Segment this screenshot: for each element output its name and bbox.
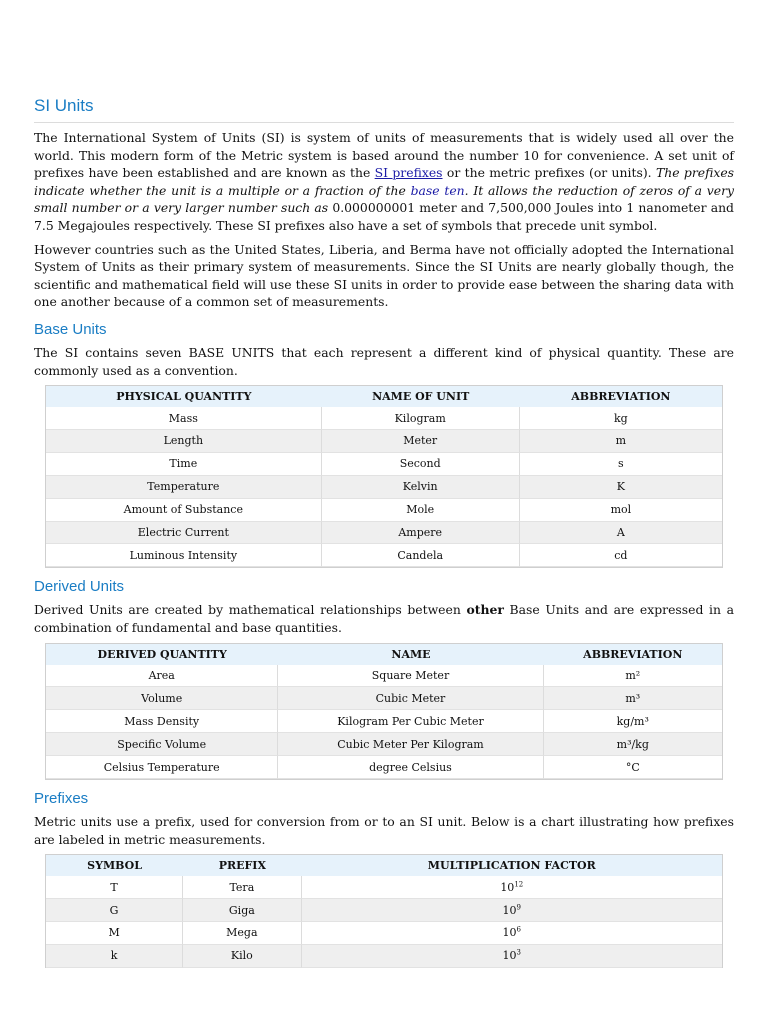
table-row bbox=[46, 710, 722, 733]
table-cell: cd bbox=[520, 544, 722, 567]
table-cell: Electric Current bbox=[46, 522, 322, 545]
factor-exponent: 6 bbox=[516, 925, 521, 934]
table-cell: Ampere bbox=[322, 522, 520, 545]
table-header-row bbox=[46, 644, 722, 665]
column-header: SYMBOL bbox=[46, 855, 183, 876]
table-cell: Mass Density bbox=[46, 710, 278, 733]
table-row bbox=[46, 407, 722, 430]
column-header: ABBREVIATION bbox=[520, 386, 722, 407]
table-header-row bbox=[46, 386, 722, 407]
table-row bbox=[46, 522, 722, 545]
table-cell: Cubic Meter bbox=[278, 687, 543, 710]
table-row bbox=[46, 687, 722, 710]
table-cell: Giga bbox=[183, 899, 301, 922]
column-header: PREFIX bbox=[183, 855, 301, 876]
table-cell: mol bbox=[520, 499, 722, 522]
table-cell: kg/m³ bbox=[544, 710, 722, 733]
table-row bbox=[46, 756, 722, 779]
table-cell: Celsius Temperature bbox=[46, 756, 278, 779]
table-row bbox=[46, 544, 722, 567]
table-cell: Temperature bbox=[46, 476, 322, 499]
factor-exponent: 3 bbox=[516, 948, 521, 957]
table-cell: m² bbox=[544, 665, 722, 688]
table-cell: Square Meter bbox=[278, 665, 543, 688]
table-cell: k bbox=[46, 945, 183, 968]
intro-paragraph-2: However countries such as the United States, Liberia, and Berma have not officially adopted the International System of Units as their primary system of measurements. Since the SI Units are nearly globally though, the scientific and mathematical field will use these SI units in order to provide ease between the sharing data with one another because of a common set of measurements. bbox=[34, 241, 734, 310]
derived-text-bold: other bbox=[466, 602, 504, 618]
table-cell: kg bbox=[520, 407, 722, 430]
column-header: DERIVED QUANTITY bbox=[46, 644, 278, 665]
table-cell: °C bbox=[544, 756, 722, 779]
table-cell: Cubic Meter Per Kilogram bbox=[278, 733, 543, 756]
factor-exponent: 12 bbox=[514, 879, 524, 888]
table-row bbox=[46, 665, 722, 688]
table-cell: Time bbox=[46, 453, 322, 476]
table-cell: Length bbox=[46, 430, 322, 453]
intro-text-b: or the metric prefixes (or units). bbox=[442, 165, 656, 181]
prefixes-text: Metric units use a prefix, used for conversion from or to an SI unit. Below is a chart illustrating how prefixes are labeled in metric measurements. bbox=[34, 814, 734, 847]
table-cell: Mole bbox=[322, 499, 520, 522]
page-title: SI Units bbox=[34, 95, 734, 123]
table-row bbox=[46, 733, 722, 756]
factor-base: 10 bbox=[502, 903, 517, 917]
base-units-table bbox=[45, 385, 723, 568]
factor-exponent: 9 bbox=[516, 902, 521, 911]
table-cell: Mega bbox=[183, 922, 301, 945]
table-cell: Amount of Substance bbox=[46, 499, 322, 522]
table-cell: Kelvin bbox=[322, 476, 520, 499]
table-cell: Kilogram Per Cubic Meter bbox=[278, 710, 543, 733]
base-ten-term: base ten bbox=[410, 182, 465, 198]
table-header-row bbox=[46, 855, 722, 876]
table-row bbox=[46, 945, 722, 968]
table-cell: Meter bbox=[322, 430, 520, 453]
si-prefixes-link[interactable]: SI prefixes bbox=[374, 165, 443, 181]
table-cell: m bbox=[520, 430, 722, 453]
table-cell: m³/kg bbox=[544, 733, 722, 756]
derived-text-a: Derived Units are created by mathematical relationships between bbox=[34, 602, 467, 618]
article bbox=[34, 95, 734, 974]
table-cell: degree Celsius bbox=[278, 756, 543, 779]
intro-paragraph-1 bbox=[34, 129, 734, 235]
column-header: PHYSICAL QUANTITY bbox=[46, 386, 322, 407]
table-cell: Volume bbox=[46, 687, 278, 710]
table-cell: K bbox=[520, 476, 722, 499]
table-cell bbox=[302, 876, 722, 899]
table-cell: Kilo bbox=[183, 945, 301, 968]
table-row bbox=[46, 453, 722, 476]
derived-units-text bbox=[34, 601, 734, 636]
table-cell: Second bbox=[322, 453, 520, 476]
table-row bbox=[46, 899, 722, 922]
table-row bbox=[46, 499, 722, 522]
column-header: NAME bbox=[278, 644, 543, 665]
derived-units-heading: Derived Units bbox=[34, 578, 125, 596]
factor-base: 10 bbox=[500, 880, 515, 894]
derived-units-table bbox=[45, 643, 723, 780]
table-cell: Tera bbox=[183, 876, 301, 899]
table-cell: M bbox=[46, 922, 183, 945]
table-row bbox=[46, 922, 722, 945]
intro-italic-1: The prefixes indicate whether the unit is a multiple or a fraction of the bbox=[34, 165, 735, 198]
table-cell: Specific Volume bbox=[46, 733, 278, 756]
table-cell: T bbox=[46, 876, 183, 899]
derived-text-b: Base Units and are expressed in a combination of fundamental and base quantities. bbox=[34, 602, 734, 635]
factor-base: 10 bbox=[502, 926, 517, 940]
intro-italic-2: . It allows the reduction of zeros of a very small number or a very larger number such as bbox=[34, 182, 734, 216]
factor-base: 10 bbox=[502, 949, 517, 963]
table-cell bbox=[302, 945, 722, 968]
table-cell: Candela bbox=[322, 544, 520, 567]
table-cell: Luminous Intensity bbox=[46, 544, 322, 567]
table-cell: G bbox=[46, 899, 183, 922]
prefixes-heading: Prefixes bbox=[34, 790, 89, 807]
table-row bbox=[46, 430, 722, 453]
table-cell: Area bbox=[46, 665, 278, 688]
table-cell: A bbox=[520, 522, 722, 545]
table-cell bbox=[302, 922, 722, 945]
prefixes-table bbox=[45, 854, 723, 968]
column-header: ABBREVIATION bbox=[544, 644, 722, 665]
table-cell: Mass bbox=[46, 407, 322, 430]
column-header: MULTIPLICATION FACTOR bbox=[302, 855, 722, 876]
base-units-text: The SI contains seven BASE UNITS that each represent a different kind of physical quantity. These are commonly used as a convention. bbox=[34, 344, 734, 378]
base-units-heading: Base Units bbox=[34, 320, 107, 338]
intro-text-c: 0.000000001 meter and 7,500,000 Joules into 1 nanometer and 7.5 Megajoules respectively. These SI prefixes also have a set of symbols that precede unit symbol. bbox=[34, 200, 734, 233]
table-cell bbox=[302, 899, 722, 922]
table-cell: s bbox=[520, 453, 722, 476]
column-header: NAME OF UNIT bbox=[322, 386, 520, 407]
table-row bbox=[46, 876, 722, 899]
table-cell: Kilogram bbox=[322, 407, 520, 430]
table-cell: m³ bbox=[544, 687, 722, 710]
table-row bbox=[46, 476, 722, 499]
intro-text-a: The International System of Units (SI) is system of units of measurements that is widely used all over the world. This modern form of the Metric system is based around the number 10 for convenience. A set unit of prefixes have been established and are known as the bbox=[34, 130, 734, 181]
